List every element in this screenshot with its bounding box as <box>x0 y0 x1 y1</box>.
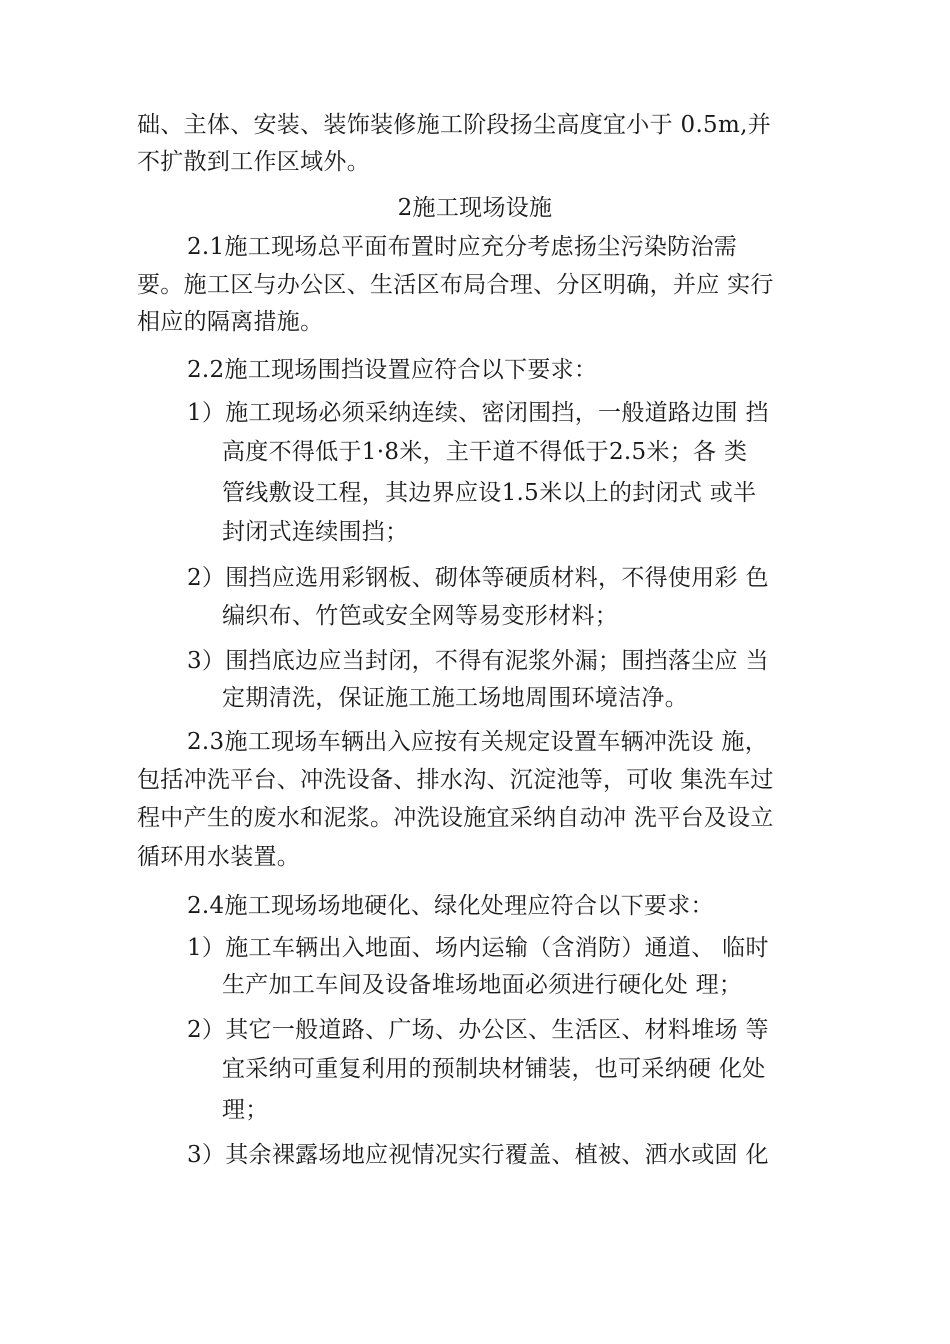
p2-4-title: 2.4施工现场场地硬化、绿化处理应符合以下要求： <box>187 893 714 919</box>
p2-2-item-1-line-4: 封闭式连续围挡； <box>222 519 409 545</box>
p2-2-item-1-line-1: 1）施工现场必须采纳连续、密闭围挡，一般道路边围 挡 <box>187 400 769 426</box>
p2-2-item-2-line-1: 2）围挡应选用彩钢板、砌体等硬质材料，不得使用彩 色 <box>187 565 769 591</box>
p2-4-item-3-line-1: 3）其余裸露场地应视情况实行覆盖、植被、洒水或固 化 <box>187 1142 769 1168</box>
p2-1-line-3: 相应的隔离措施。 <box>137 309 324 335</box>
intro-line-1: 础、主体、安装、装饰装修施工阶段扬尘高度宜小于 0.5m,并 <box>137 112 772 138</box>
p2-2-title: 2.2施工现场围挡设置应符合以下要求： <box>187 357 598 383</box>
p2-1-line-2: 要。施工区与办公区、生活区布局合理、分区明确，并应 实行 <box>137 272 774 298</box>
p2-4-item-2-line-3: 理； <box>222 1097 269 1123</box>
p2-2-item-1-line-2: 高度不得低于1·8米，主干道不得低于2.5米；各 类 <box>222 439 748 465</box>
p2-3-line-2: 包括冲洗平台、冲洗设备、排水沟、沉淀池等，可收 集洗车过 <box>137 767 774 793</box>
p2-2-item-3-line-2: 定期清洗，保证施工施工场地周围环境洁净。 <box>222 685 688 711</box>
p2-4-item-1-line-2: 生产加工车间及设备堆场地面必须进行硬化处 理； <box>222 972 743 998</box>
p2-3-line-1: 2.3施工现场车辆出入应按有关规定设置车辆冲洗设 施， <box>187 729 768 755</box>
p2-4-item-1-line-1: 1）施工车辆出入地面、场内运输（含消防）通道、 临时 <box>187 935 769 961</box>
p2-2-item-3-line-1: 3）围挡底边应当封闭，不得有泥浆外漏；围挡落尘应 当 <box>187 648 769 674</box>
p2-2-item-1-line-3: 管线敷设工程，其边界应设1.5米以上的封闭式 或半 <box>222 480 757 506</box>
section-2-title: 2施工现场设施 <box>397 195 553 221</box>
p2-1-line-1: 2.1施工现场总平面布置时应充分考虑扬尘污染防治需 <box>187 234 738 260</box>
p2-3-line-3: 程中产生的废水和泥浆。冲洗设施宜采纳自动冲 洗平台及设立 <box>137 805 774 831</box>
p2-4-item-2-line-2: 宜采纳可重复利用的预制块材铺装，也可采纳硬 化处 <box>222 1056 766 1082</box>
p2-3-line-4: 循环用水装置。 <box>137 844 301 870</box>
p2-4-item-2-line-1: 2）其它一般道路、广场、办公区、生活区、材料堆场 等 <box>187 1017 769 1043</box>
p2-2-item-2-line-2: 编织布、竹笆或安全网等易变形材料； <box>222 603 619 629</box>
intro-line-2: 不扩散到工作区域外。 <box>137 149 370 175</box>
